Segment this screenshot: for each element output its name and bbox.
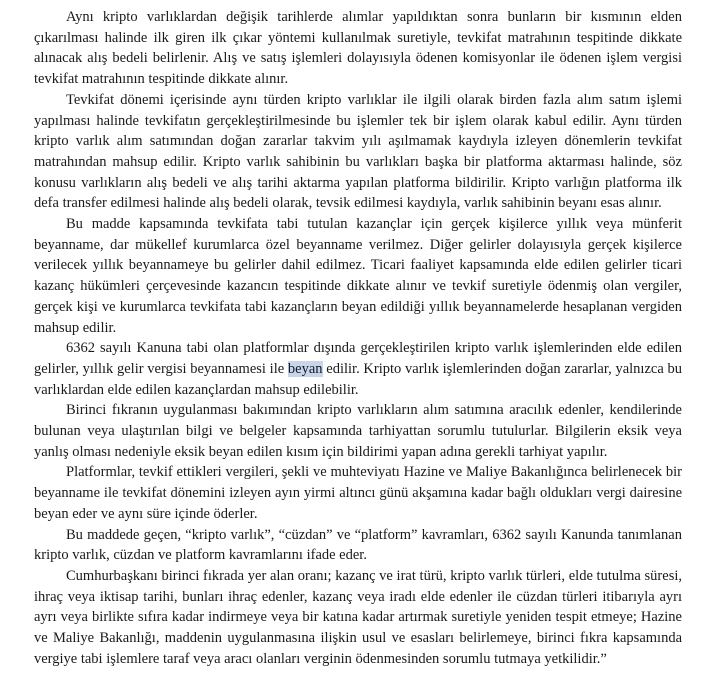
paragraph-2: Tevkifat dönemi içerisinde aynı türden kripto varlıklar ile ilgili olarak birden fazla alım satım işlemi yapılması halinde tevkifatın gerçekleştirilmesinde bu işlemler tek bir işlem olarak kabul edilir. Aynı türden kripto varlık alım satımından doğan zararlar takvim yılı aşılmamak kaydıyla izleyen dönemlerin tevkifat matrahından mahsup edilir. Kripto varlık sahibinin bu varlıkları başka bir platforma aktarması halinde, söz konusu varlıkların alış bedeli ve alış tarihi aktarma yapılan platforma bildirilir. Kripto varlığın platforma ilk defa transfer edilmesi halinde alış bedeli olarak, tevsik edilmesi kaydıyla, varlık sahibinin beyanı esas alınır. [34, 91, 682, 212]
document-body [34, 7, 682, 670]
paragraph-1: Aynı kripto varlıklardan değişik tarihlerde alımlar yapıldıktan sonra bunların bir kısmının elden çıkarılması halinde ilk giren ilk çıkar yöntemi kullanılmak suretiyle, tevkifat matrahının tespitinde dikkate alınacak alış bedeli belirlenir. Alış ve satış işlemleri dolayısıyla ödenen komisyonlar ile ödenen işlem vergisi tevkifat matrahının tespitinde dikkate alınır. [34, 9, 682, 88]
paragraph-4-text-before: 6362 sayılı Kanuna tabi olan platformlar dışında gerçekleştirilen kripto varlık işlemlerinden elde edilen gelirler, yıllık gelir vergisi beyannamesi ile [34, 340, 682, 377]
paragraph-7: Bu maddede geçen, “kripto varlık”, “cüzdan” ve “platform” kavramları, 6362 sayılı Kanunda tanımlanan kripto varlık, cüzdan ve platform kavramlarını ifade eder. [34, 526, 682, 564]
paragraph-6: Platformlar, tevkif ettikleri vergileri, şekli ve muhteviyatı Hazine ve Maliye Bakanlığınca belirlenecek bir beyanname ile tevkifat dönemini izleyen ayın yirmi altıncı günü akşamına kadar bağlı oldukları vergi dairesine beyan eder ve aynı süre içinde öderler. [34, 464, 682, 522]
paragraph-4 [34, 338, 682, 400]
paragraph-8: Cumhurbaşkanı birinci fıkrada yer alan oranı; kazanç ve irat türü, kripto varlık türleri, elde tutulma süresi, ihraç veya iktisap tarihi, bunları ihraç edenler, kazanç veya iradı elde edenler ile cüzdan türleri itibarıyla ayrı ayrı veya birlikte sıfıra kadar indirmeye veya bir katına kadar artırmak suretiyle yeniden tespit etmeye; Hazine ve Maliye Bakanlığı, maddenin uygulanmasına ilişkin usul ve esasları belirlemeye, birinci fıkra kapsamında vergiye tabi işlemlere taraf veya aracı olanları verginin ödenmesinden sorumlu tutmaya yetkilidir.” [34, 567, 682, 667]
highlighted-selection[interactable]: beyan [287, 360, 323, 377]
paragraph-5: Birinci fıkranın uygulanması bakımından kripto varlıkların alım satımına aracılık edenler, kendilerinde bulunan veya ulaştırılan bilgi ve belgeler kapsamında tarhiyattan sorumlu tutulurlar. Bilgilerin eksik veya yanlış olması nedeniyle eksik beyan edilen kısım için bildirimi yapan adına gerekli tarhiyat yapılır. [34, 402, 682, 460]
paragraph-3: Bu madde kapsamında tevkifata tabi tutulan kazançlar için gerçek kişilerce yıllık veya münferit beyanname, dar mükellef kurumlarca özel beyanname verilmez. Diğer gelirler dolayısıyla gerçek kişilerce verilecek yıllık beyannameye bu gelirler dahil edilmez. Ticari faaliyet kapsamında elde edilen gelirler ticari kazanç hükümleri çerçevesinde kazancın tespitinde dikkate alınır ve tevkif suretiyle ödenmiş olan vergiler, gerçek kişi ve kurumlarca tevkifata tabi kazançların beyan edildiği yıllık beyannamelerde hesaplanan vergiden mahsup edilir. [34, 216, 682, 336]
paragraph-4-text-after: edilir. Kripto varlık işlemlerinden doğan zararlar, yalnızca bu varlıklardan elde edilen kazançlardan mahsup edilebilir. [34, 360, 682, 398]
